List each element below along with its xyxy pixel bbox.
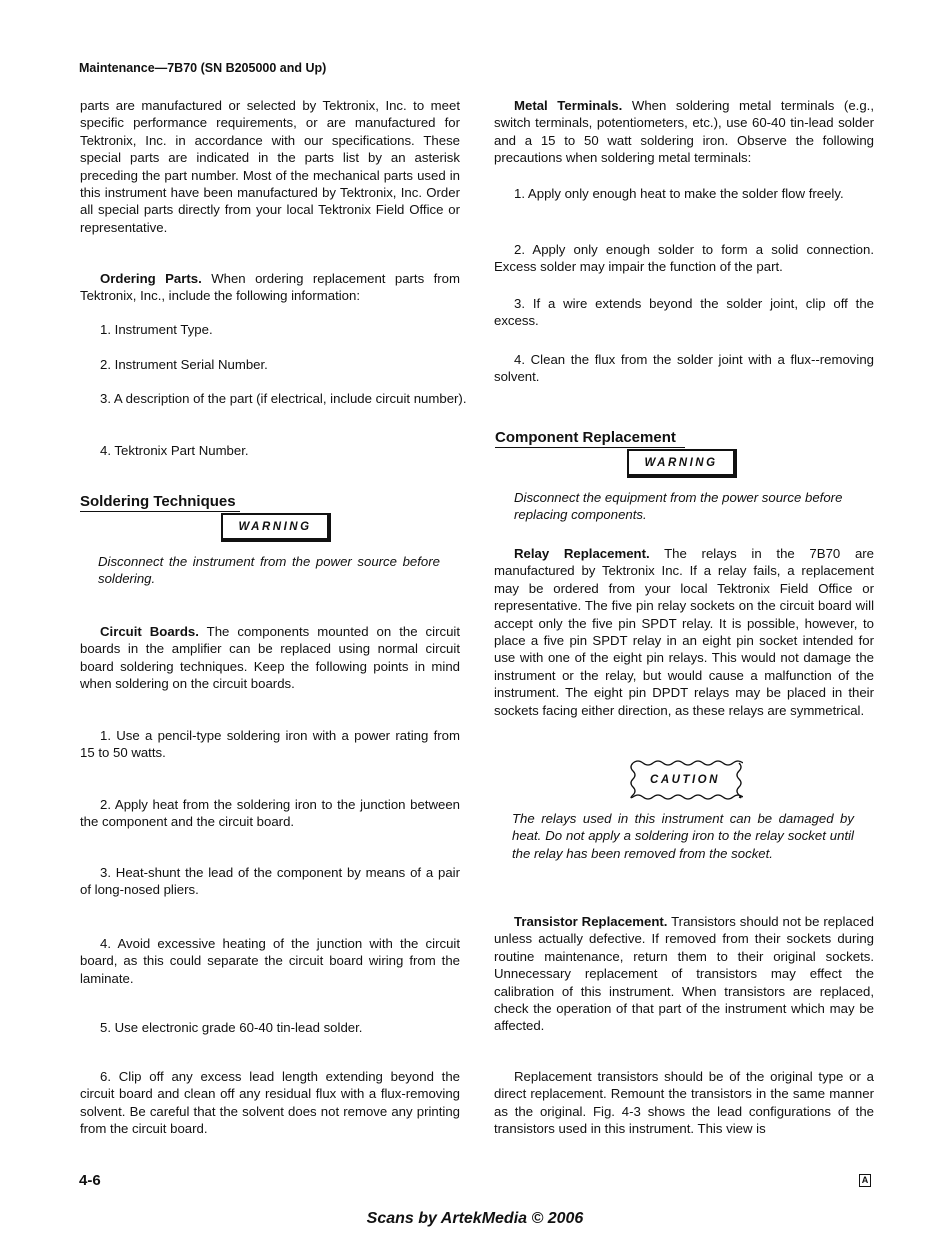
relay-replacement-title: Relay Replacement.	[514, 546, 650, 561]
warning-label: WARNING	[644, 456, 718, 469]
replacement-transistors-paragraph: Replacement transistors should be of the original type or a direct replacement. Remount the transistors in the same manner as the original. Fig. 4-3 shows the lead configurations of the transistors used in this instrument. This view is	[494, 1069, 874, 1137]
ordering-parts-paragraph	[80, 270, 460, 305]
warning-box	[627, 449, 737, 478]
metal-terminals-title: Metal Terminals.	[514, 98, 623, 113]
transistor-replacement-text: Transistors should not be replaced unless actually defective. If removed from their sockets during routine maintenance, return them to their original sockets. Unnecessary replacement of transistors may effect the calibration of this instrument. When transistors are replaced, check the operation of that part of the instrument which may be affected.	[494, 914, 874, 1034]
metal-item: 1. Apply only enough heat to make the solder flow freely.	[514, 186, 844, 201]
circuit-item: 6. Clip off any excess lead length extending beyond the circuit board and clean off any residual flux with a flux-removing solvent. Be careful that the solvent does not remove any printing from the circuit board.	[80, 1069, 460, 1137]
caution-label: CAUTION	[650, 774, 720, 786]
circuit-boards-title: Circuit Boards.	[100, 624, 199, 639]
circuit-item: 5. Use electronic grade 60-40 tin-lead solder.	[100, 1020, 363, 1035]
running-header: Maintenance—7B70 (SN B205000 and Up)	[79, 61, 327, 75]
warning-text: Disconnect the equipment from the power source before replacing components.	[514, 490, 843, 523]
relay-replacement-paragraph	[494, 545, 874, 719]
component-replacement-heading: Component Replacement	[495, 429, 676, 446]
circuit-item: 1. Use a pencil-type soldering iron with a power rating from 15 to 50 watts.	[80, 728, 460, 761]
order-item: 4. Tektronix Part Number.	[100, 443, 249, 458]
circuit-item: 4. Avoid excessive heating of the junction with the circuit board, as this could separate the circuit board wiring from the laminate.	[80, 936, 460, 986]
metal-terminals-text: When soldering metal terminals (e.g., switch terminals, potentiometers, etc.), use 60-40 tin-lead solder and a 15 to 50 watt soldering iron. Observe the following precautions when soldering metal terminals:	[494, 98, 874, 166]
page-number: 4-6	[79, 1172, 101, 1189]
revision-mark: A	[859, 1174, 871, 1187]
ordering-parts-text: When ordering replacement parts from Tektronix, Inc., include the following information:	[80, 271, 460, 304]
ordering-parts-title: Ordering Parts.	[100, 271, 202, 286]
circuit-item: 2. Apply heat from the soldering iron to the junction between the component and the circuit board.	[80, 797, 460, 830]
metal-item: 2. Apply only enough solder to form a solid connection. Excess solder may impair the function of the part.	[494, 242, 874, 275]
intro-paragraph: parts are manufactured or selected by Tektronix, Inc. to meet specific performance requirements, or are manufactured for Tektronix, Inc. in accordance with our specifications. These special parts are indicated in the parts list by an asterisk preceding the part number. Most of the mechanical parts used in this instrument have been manufactured by Tektronix, Inc. Order all special parts directly from your local Tektronix Field Office or representative.	[80, 98, 460, 235]
order-item: 2. Instrument Serial Number.	[100, 357, 268, 372]
warning-label: WARNING	[238, 520, 312, 533]
circuit-boards-paragraph	[80, 623, 460, 693]
soldering-techniques-heading: Soldering Techniques	[80, 493, 236, 510]
circuit-item: 3. Heat-shunt the lead of the component by means of a pair of long-nosed pliers.	[80, 865, 460, 898]
metal-item: 4. Clean the flux from the solder joint with a flux--removing solvent.	[494, 352, 874, 385]
order-item: 1. Instrument Type.	[100, 322, 213, 337]
heading-underline	[80, 511, 240, 512]
scan-credit: Scans by ArtekMedia © 2006	[366, 1210, 584, 1227]
order-item: 3. A description of the part (if electrical, include circuit number).	[100, 391, 467, 406]
metal-item: 3. If a wire extends beyond the solder joint, clip off the excess.	[494, 296, 874, 329]
relay-replacement-text: The relays in the 7B70 are manufactured by Tektronix Inc. If a relay fails, a replacement may be ordered from your local Tektronix Field Office or representative. The five pin relay sockets on the circuit board will accept only the five pin SPDT relay. It is possible, however, to place a five pin SPDT relay in an eight pin socket intended for use with one of the eight pin relays. This would not damage the instrument or the relay, but would cause a malfunction of the instrument. The eight pin DPDT relays may be placed in their sockets facing either direction, as these relays are symmetrical.	[494, 546, 874, 718]
circuit-boards-text: The components mounted on the circuit boards in the amplifier can be replaced using normal circuit board soldering techniques. Keep the following points in mind when soldering on the circuit boards.	[80, 624, 460, 692]
caution-box	[627, 759, 743, 801]
transistor-replacement-paragraph	[494, 913, 874, 1035]
heading-underline	[495, 447, 685, 448]
caution-text: The relays used in this instrument can be damaged by heat. Do not apply a soldering iron to the relay socket until the relay has been removed from the socket.	[512, 811, 854, 861]
transistor-replacement-title: Transistor Replacement.	[514, 914, 668, 929]
warning-box	[221, 513, 331, 542]
metal-terminals-paragraph	[494, 97, 874, 167]
warning-text: Disconnect the instrument from the power source before soldering.	[98, 554, 440, 587]
